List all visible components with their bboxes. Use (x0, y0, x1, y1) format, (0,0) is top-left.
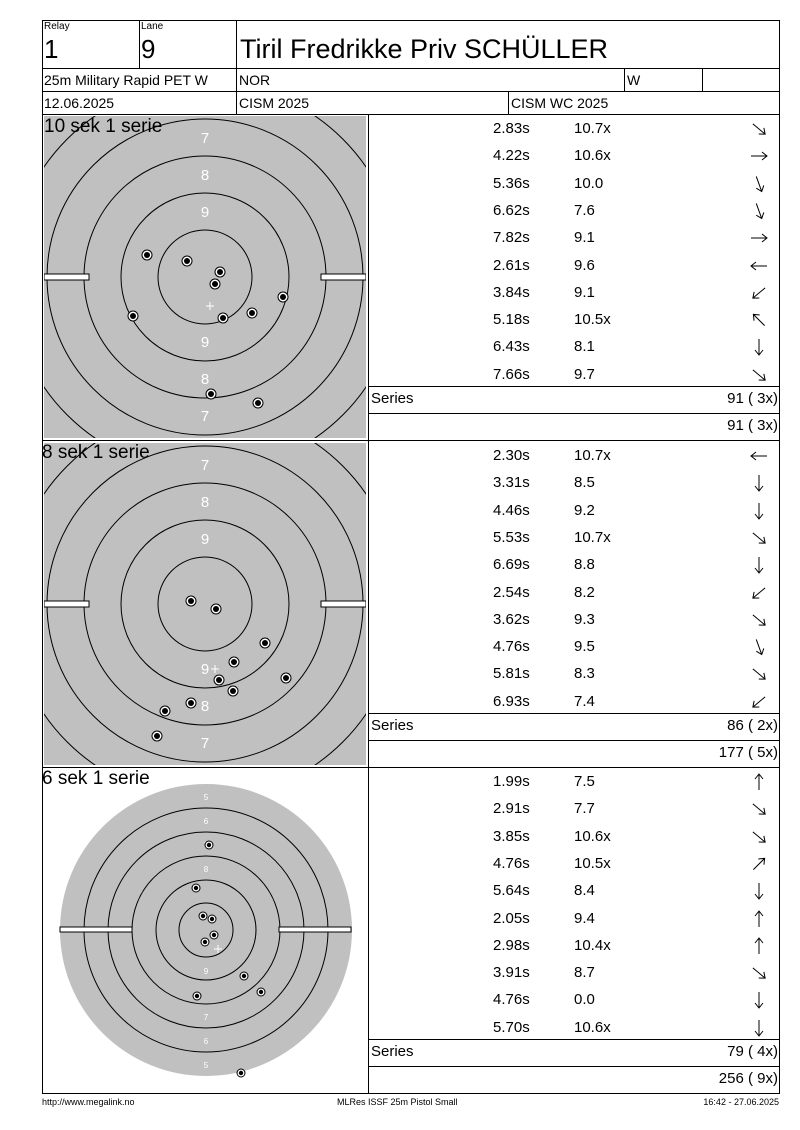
shot-time: 3.91s (493, 964, 530, 982)
ring-label: 7 (200, 130, 210, 147)
direction-arrow-icon (749, 337, 769, 357)
relay-number: 1 (44, 34, 59, 64)
shot-hole (260, 638, 270, 648)
shot-value: 10.6x (574, 147, 611, 165)
shot-value: 8.8 (574, 556, 595, 574)
aiming-bar-left (60, 927, 132, 932)
shot-row (369, 498, 780, 525)
shot-row (369, 769, 780, 796)
direction-arrow-icon (749, 256, 769, 276)
shot-value: 10.5x (574, 854, 611, 872)
shot-row (369, 253, 780, 280)
ring-label: 8 (203, 865, 209, 874)
competition-date: 12.06.2025 (44, 95, 115, 111)
shot-row (369, 198, 780, 225)
shot-time: 4.46s (493, 501, 530, 519)
shot-value: 9.1 (574, 283, 595, 301)
lane-number: 9 (141, 34, 156, 64)
shot-value: 10.0 (574, 174, 604, 192)
shot-row (369, 580, 780, 607)
shot-hole (160, 706, 170, 716)
series-label: Series (371, 717, 414, 734)
direction-arrow-icon (749, 854, 769, 874)
shot-row (369, 280, 780, 307)
shot-time: 5.81s (493, 665, 530, 683)
shot-time: 5.53s (493, 528, 530, 546)
ring-label: 5 (203, 1061, 209, 1070)
direction-arrow-icon (749, 827, 769, 847)
shot-row (369, 851, 780, 878)
shot-value: 9.5 (574, 638, 595, 656)
shot-row (369, 661, 780, 688)
shot-time: 4.76s (493, 991, 530, 1009)
shot-time: 7.66s (493, 365, 530, 383)
shot-row (369, 116, 780, 143)
shot-time: 1.99s (493, 773, 530, 790)
ring-label: 9 (200, 204, 210, 221)
shot-hole (182, 256, 192, 266)
shot-row (369, 960, 780, 987)
shot-value: 9.7 (574, 365, 595, 383)
direction-arrow-icon (749, 473, 769, 493)
direction-arrow-icon (749, 909, 769, 929)
shot-row (369, 307, 780, 334)
running-total: 177 ( 5x) (718, 744, 778, 761)
shot-hole (193, 992, 201, 1000)
shot-value: 10.5x (574, 311, 611, 329)
direction-arrow-icon (749, 174, 769, 194)
shot-hole (281, 673, 291, 683)
aiming-bar-left (44, 601, 89, 607)
running-total: 256 ( 9x) (718, 1070, 778, 1087)
shot-row (369, 362, 780, 389)
shot-hole (152, 731, 162, 741)
shot-value: 8.2 (574, 583, 595, 601)
shot-value: 8.1 (574, 338, 595, 356)
shot-hole (240, 972, 248, 980)
shot-time: 4.76s (493, 638, 530, 656)
direction-arrow-icon (749, 692, 769, 712)
shot-time: 2.30s (493, 447, 530, 464)
shot-value: 8.7 (574, 964, 595, 982)
shot-hole (237, 1069, 245, 1077)
series-total: 79 ( 4x) (727, 1043, 778, 1060)
shot-time: 7.82s (493, 229, 530, 247)
aiming-bar-right (321, 274, 366, 280)
series-total: 86 ( 2x) (727, 717, 778, 734)
shot-time: 3.85s (493, 827, 530, 845)
shot-hole (253, 398, 263, 408)
direction-arrow-icon (749, 664, 769, 684)
ring-label: 9 (203, 967, 209, 976)
shot-value: 10.6x (574, 827, 611, 845)
shot-time: 3.31s (493, 474, 530, 492)
shot-hole (186, 698, 196, 708)
direction-arrow-icon (749, 637, 769, 657)
shot-hole (229, 657, 239, 667)
shot-row (369, 525, 780, 552)
shot-time: 2.54s (493, 583, 530, 601)
shot-value: 9.3 (574, 610, 595, 628)
lane-label: Lane (141, 21, 164, 32)
direction-arrow-icon (749, 146, 769, 166)
running-total: 91 ( 3x) (727, 417, 778, 434)
shot-hole (214, 675, 224, 685)
target-series-3 (42, 768, 368, 1090)
footer-timestamp: 16:42 - 27.06.2025 (703, 1097, 779, 1107)
shot-time: 6.62s (493, 201, 530, 219)
gender: W (627, 72, 641, 88)
shot-value: 9.4 (574, 909, 595, 927)
nation: NOR (239, 72, 271, 88)
shot-hole (228, 686, 238, 696)
shot-value: 10.7x (574, 528, 611, 546)
shot-row (369, 143, 780, 170)
ring-label: 6 (203, 817, 209, 826)
shot-hole (257, 988, 265, 996)
ring-label: 8 (200, 167, 210, 184)
direction-arrow-icon (749, 228, 769, 248)
shot-value: 8.3 (574, 665, 595, 683)
competition-full-name: CISM WC 2025 (511, 95, 609, 111)
shot-hole (201, 938, 209, 946)
shot-hole (215, 267, 225, 277)
footer-url-link[interactable]: http://www.megalink.no (42, 1097, 135, 1107)
direction-arrow-icon (749, 501, 769, 521)
shot-time: 2.91s (493, 800, 530, 818)
ring-label: 9 (200, 531, 210, 548)
target-series-1 (44, 116, 366, 438)
shot-row (369, 796, 780, 823)
shot-row (369, 552, 780, 579)
direction-arrow-icon (749, 610, 769, 630)
shot-hole (128, 311, 138, 321)
shot-time: 5.64s (493, 882, 530, 900)
shot-time: 4.76s (493, 854, 530, 872)
direction-arrow-icon (749, 528, 769, 548)
target-background (44, 116, 366, 438)
shot-time: 3.84s (493, 283, 530, 301)
direction-arrow-icon (749, 990, 769, 1010)
direction-arrow-icon (749, 365, 769, 385)
ring-label: 9 (200, 661, 210, 678)
shot-row (369, 607, 780, 634)
shot-time: 2.05s (493, 909, 530, 927)
shot-value: 0.0 (574, 991, 595, 1009)
shot-time: 5.36s (493, 174, 530, 192)
shot-hole (205, 841, 213, 849)
competition-name: CISM 2025 (239, 95, 310, 111)
direction-arrow-icon (749, 201, 769, 221)
shot-hole (211, 604, 221, 614)
ring-label: 7 (200, 457, 210, 474)
shot-row (369, 470, 780, 497)
shot-time: 6.69s (493, 556, 530, 574)
shot-row (369, 334, 780, 361)
shot-time: 6.93s (493, 692, 530, 710)
direction-arrow-icon (749, 446, 769, 466)
shot-hole (208, 915, 216, 923)
ring-label: 8 (200, 494, 210, 511)
shot-row (369, 933, 780, 960)
shot-time: 6.43s (493, 338, 530, 356)
shot-hole (142, 250, 152, 260)
target-background (44, 443, 366, 765)
shot-hole (247, 308, 257, 318)
aiming-bar-right (321, 601, 366, 607)
target-series-2 (44, 443, 366, 765)
shot-value: 9.2 (574, 501, 595, 519)
series-label: Series (371, 390, 414, 407)
shot-hole (186, 596, 196, 606)
shot-row (369, 689, 780, 716)
shot-time: 4.22s (493, 147, 530, 165)
shot-row (369, 1015, 780, 1042)
shot-value: 7.7 (574, 800, 595, 818)
shot-row (369, 443, 780, 470)
shot-value: 7.5 (574, 773, 595, 790)
ring-label: 6 (203, 1037, 209, 1046)
event-name: 25m Military Rapid PET W (44, 72, 208, 88)
shot-hole (199, 912, 207, 920)
series-title: 6 sek 1 serie (42, 768, 150, 789)
aiming-bar-left (44, 274, 89, 280)
series-total: 91 ( 3x) (727, 390, 778, 407)
ring-label: 7 (200, 735, 210, 752)
series-title: 8 sek 1 serie (42, 442, 150, 463)
shot-value: 8.4 (574, 882, 595, 900)
direction-arrow-icon (749, 555, 769, 575)
direction-arrow-icon (749, 799, 769, 819)
direction-arrow-icon (749, 283, 769, 303)
ring-label: 5 (203, 793, 209, 802)
direction-arrow-icon (749, 119, 769, 139)
shot-value: 9.1 (574, 229, 595, 247)
shot-time: 2.83s (493, 120, 530, 137)
direction-arrow-icon (749, 1018, 769, 1038)
shot-value: 10.7x (574, 447, 611, 464)
shot-hole (192, 884, 200, 892)
relay-label: Relay (44, 21, 70, 32)
shot-row (369, 225, 780, 252)
footer-software: MLRes ISSF 25m Pistol Small (337, 1097, 458, 1107)
ring-label: 7 (200, 408, 210, 425)
direction-arrow-icon (749, 936, 769, 956)
aiming-bar-right (279, 927, 351, 932)
direction-arrow-icon (749, 310, 769, 330)
shot-hole (218, 313, 228, 323)
ring-label: 7 (203, 1013, 209, 1022)
ring-label: 8 (200, 698, 210, 715)
direction-arrow-icon (749, 583, 769, 603)
shot-row (369, 171, 780, 198)
shot-value: 10.4x (574, 936, 611, 954)
shot-time: 2.61s (493, 256, 530, 274)
shot-row (369, 906, 780, 933)
shot-row (369, 824, 780, 851)
shot-value: 9.6 (574, 256, 595, 274)
shooter-name: Tiril Fredrikke Priv SCHÜLLER (240, 34, 609, 64)
shot-time: 2.98s (493, 936, 530, 954)
shot-hole (210, 279, 220, 289)
direction-arrow-icon (749, 881, 769, 901)
ring-label: 8 (200, 371, 210, 388)
shot-row (369, 878, 780, 905)
ring-label: 9 (200, 334, 210, 351)
shot-value: 8.5 (574, 474, 595, 492)
shot-time: 5.18s (493, 311, 530, 329)
direction-arrow-icon (749, 772, 769, 792)
shot-row (369, 634, 780, 661)
series-title: 10 sek 1 serie (44, 116, 163, 137)
direction-arrow-icon (749, 963, 769, 983)
shot-row (369, 987, 780, 1014)
series-label: Series (371, 1043, 414, 1060)
shot-time: 5.70s (493, 1018, 530, 1036)
shot-value: 7.4 (574, 692, 595, 710)
shot-time: 3.62s (493, 610, 530, 628)
shot-hole (210, 931, 218, 939)
shot-hole (206, 389, 216, 399)
shot-value: 10.7x (574, 120, 611, 137)
shot-value: 7.6 (574, 201, 595, 219)
shot-value: 10.6x (574, 1018, 611, 1036)
shot-hole (278, 292, 288, 302)
